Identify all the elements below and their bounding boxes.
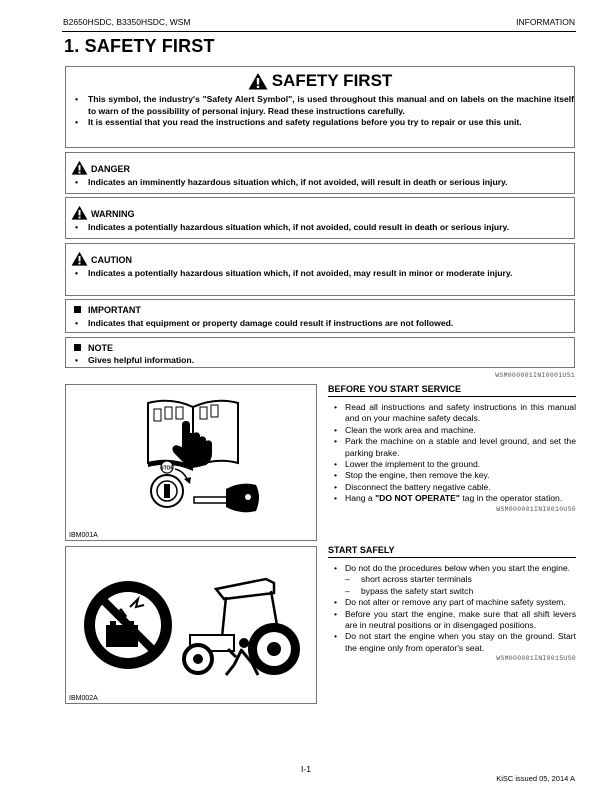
list-item: • Do not alter or remove any part of machine safety system. — [328, 597, 576, 608]
do-not-operate-label: "DO NOT OPERATE" — [375, 493, 460, 504]
safety-alert-icon — [248, 72, 268, 90]
before-start-section — [328, 384, 576, 513]
list-item: • Disconnect the battery negative cable. — [328, 482, 576, 493]
list-item: • Read all instructions and safety instructions in this manual and on your machine safety decals. — [328, 402, 576, 425]
sub-list-item: – short across starter terminals — [328, 574, 576, 585]
list-item: • Indicates a potentially hazardous situation which, if not avoided, may result in minor or moderate injury. — [66, 268, 574, 280]
caution-label: CAUTION — [91, 255, 132, 265]
important-box — [65, 299, 575, 333]
heading-rule — [328, 557, 576, 558]
start-safely-illustration — [66, 547, 316, 687]
note-label: NOTE — [88, 343, 114, 353]
note-box — [65, 337, 575, 368]
list-item: • Do not start the engine when you stay on the ground. Start the engine only from operator's seat. — [328, 631, 576, 654]
doc-code: WSM000001INI0010US0 — [496, 505, 576, 513]
read-manual-illustration — [66, 385, 316, 525]
warning-box — [65, 197, 575, 239]
doc-code: WSM000001INI0015US0 — [496, 655, 576, 663]
safety-first-heading — [66, 71, 574, 91]
doc-code: WSM000001INI0001US1 — [495, 372, 575, 379]
list-item: • Indicates a potentially hazardous situation which, if not avoided, could result in death or serious injury. — [66, 222, 574, 234]
important-label: IMPORTANT — [88, 305, 141, 315]
square-bullet-icon — [74, 306, 81, 313]
list-item: • Lower the implement to the ground. — [328, 459, 576, 470]
list-item: • Before you start the engine, make sure that all shift levers are in neutral positions or in disengaged positions. — [328, 609, 576, 632]
figure-caption: IBM002A — [69, 695, 98, 702]
danger-box — [65, 152, 575, 194]
header-rule — [62, 31, 576, 32]
safety-first-list — [66, 94, 574, 129]
header-doc-title: B2650HSDC, B3350HSDC, WSM — [63, 17, 191, 27]
list-item — [328, 493, 576, 504]
safety-first-box — [65, 66, 575, 148]
square-bullet-icon — [74, 344, 81, 351]
page-title: 1. SAFETY FIRST — [64, 36, 215, 56]
warning-list — [66, 222, 574, 234]
list-item: • Indicates an imminently hazardous situation which, if not avoided, will result in death or serious injury. — [66, 177, 574, 189]
start-safely-section — [328, 545, 576, 662]
figure-caption: IBM001A — [69, 532, 98, 539]
danger-heading — [66, 158, 574, 175]
list-item: • Stop the engine, then remove the key. — [328, 470, 576, 481]
section-heading: START SAFELY — [328, 545, 395, 555]
safety-first-title: SAFETY FIRST — [271, 71, 393, 90]
figure-ibm002a — [65, 546, 317, 704]
safety-alert-icon — [71, 160, 88, 175]
figure-ibm001a — [65, 384, 317, 541]
warning-label: WARNING — [91, 209, 135, 219]
danger-list — [66, 177, 574, 189]
list-item: • Gives helpful information. — [66, 355, 574, 367]
list-item: • Do not do the procedures below when you start the engine. — [328, 563, 576, 574]
sub-list-item: – bypass the safety start switch — [328, 586, 576, 597]
hang-pre: Hang a — [345, 493, 376, 504]
danger-label: DANGER — [91, 164, 131, 174]
issue-note: KiSC issued 05, 2014 A — [496, 774, 575, 783]
list-item: • Indicates that equipment or property damage could result if instructions are not followed. — [66, 318, 574, 330]
stop-mark-label: STOP — [160, 465, 174, 472]
header-section: INFORMATION — [516, 17, 575, 27]
list-item: • Clean the work area and machine. — [328, 425, 576, 436]
hang-post: tag in the operator station. — [459, 493, 563, 504]
heading-rule — [328, 396, 576, 397]
safety-alert-icon — [71, 251, 88, 266]
list-item: • This symbol, the industry's "Safety Alert Symbol", is used throughout this manual and on labels on the machine itself to warn of the possibility of personal injury. Read these instructions carefully. — [66, 94, 574, 117]
warning-heading — [66, 203, 574, 220]
page-number: I-1 — [301, 764, 311, 774]
start-safely-list — [328, 563, 576, 654]
before-start-list — [328, 402, 576, 505]
safety-alert-icon — [71, 205, 88, 220]
caution-list — [66, 268, 574, 280]
important-heading — [66, 304, 574, 316]
section-heading: BEFORE YOU START SERVICE — [328, 384, 462, 394]
caution-box — [65, 243, 575, 296]
list-item: • It is essential that you read the instructions and safety regulations before you try to repair or use this unit. — [66, 117, 574, 129]
important-list — [66, 318, 574, 330]
note-heading — [66, 342, 574, 354]
note-list — [66, 355, 574, 367]
caution-heading — [66, 249, 574, 266]
list-item: • Park the machine on a stable and level ground, and set the parking brake. — [328, 436, 576, 459]
